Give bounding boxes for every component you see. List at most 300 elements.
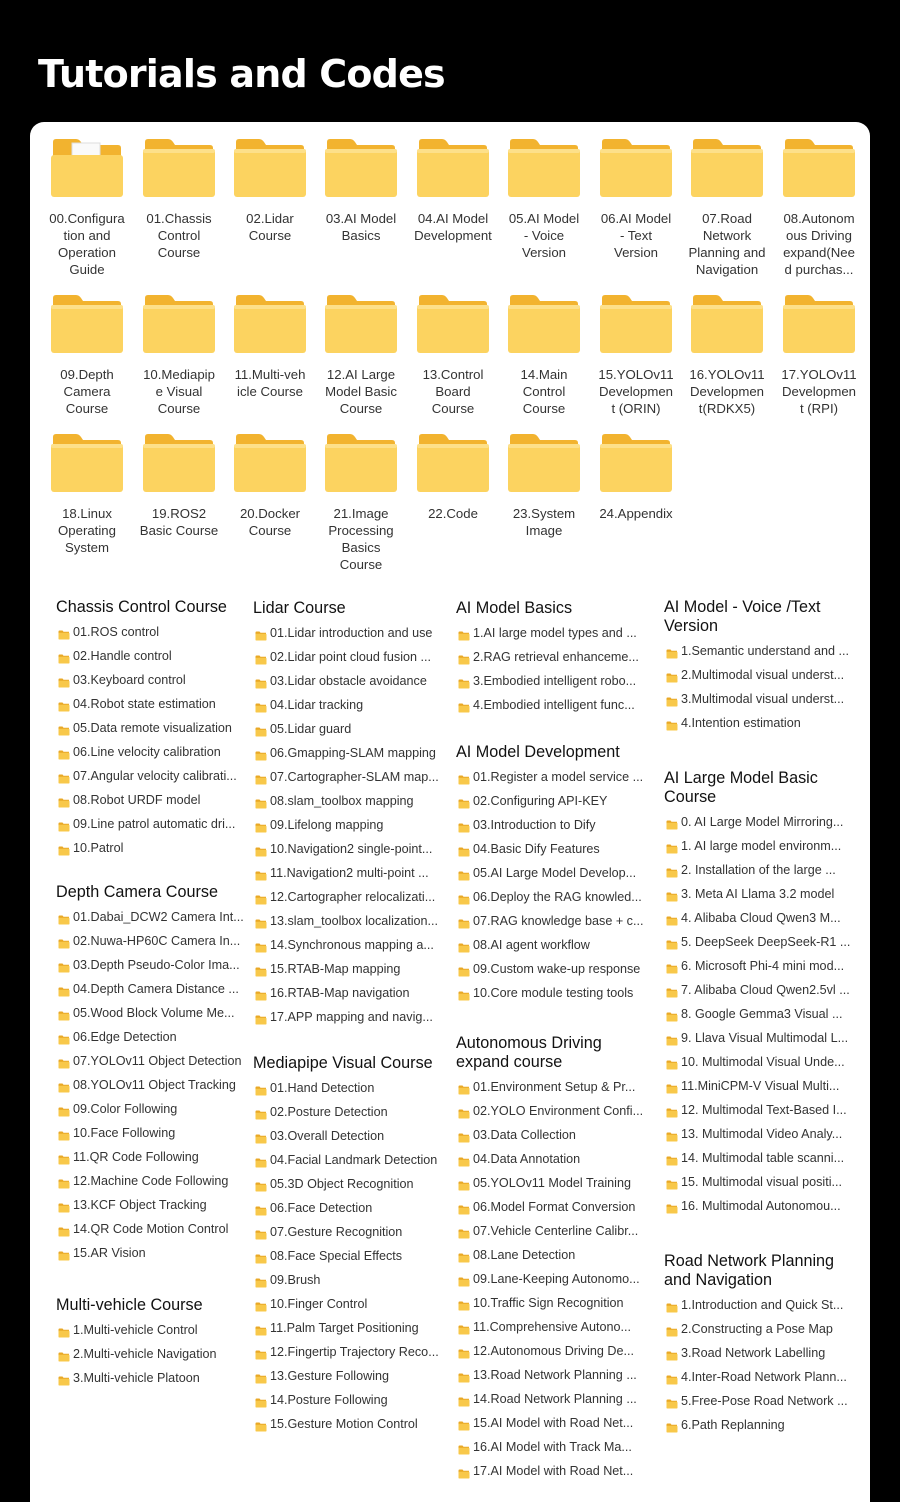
folder-icon [58,627,70,637]
folder-icon [58,960,70,970]
folder-label: 13.Control Board Course [422,367,484,416]
list-item-label: 04.Depth Camera Distance ... [73,982,239,996]
list-item[interactable] [458,792,658,810]
list-item[interactable] [458,1390,658,1408]
list-item[interactable] [458,1342,658,1360]
list-item-label: 17.AI Model with Road Net... [473,1464,634,1478]
list-item[interactable] [458,864,658,882]
list-item[interactable] [58,719,248,737]
list-item-label: 01.ROS control [73,625,160,639]
list-item-label: 04.Facial Landmark Detection [270,1153,438,1167]
list-item-label: 03.Lidar obstacle avoidance [270,674,427,688]
folder-10-mediapip-e-visual-course[interactable] [136,294,222,417]
folder-icon [255,796,267,806]
folder-icon [416,138,490,198]
list-item[interactable] [255,1295,450,1313]
list-item[interactable] [58,908,248,926]
list-item[interactable] [458,624,658,642]
list-item-label: 0. AI Large Model Mirroring... [681,815,844,829]
list-item[interactable] [255,1223,450,1241]
list-item-label: 05.Lidar guard [270,722,352,736]
list-item-label: 2.RAG retrieval enhanceme... [473,650,639,664]
list-item[interactable] [666,690,866,708]
list-item[interactable] [458,1462,658,1480]
list-item[interactable] [458,936,658,954]
list-item[interactable] [458,1078,658,1096]
list-item[interactable] [666,1320,866,1338]
list-item[interactable] [666,1053,866,1071]
list-item[interactable] [58,1244,248,1262]
list-item[interactable] [58,1220,248,1238]
list-item[interactable] [458,696,658,714]
folder-icon [458,796,470,806]
list-item-label: 09.Color Following [73,1102,178,1116]
folder-19-ros2-basic-course[interactable] [136,433,222,539]
list-item[interactable] [58,932,248,950]
list-item[interactable] [255,1271,450,1289]
folder-icon [458,1466,470,1476]
folder-09-depth-camera-course[interactable] [44,294,130,417]
list-item[interactable] [255,1151,450,1169]
list-item[interactable] [666,1173,866,1191]
folder-icon [666,1300,678,1310]
folder-label: 07.Road Network Planning and Navigation [688,211,766,277]
list-item-label: 13.KCF Object Tracking [73,1198,207,1212]
list-item[interactable] [58,623,248,641]
folder-icon [50,433,124,493]
folder-icon [58,1056,70,1066]
list-item[interactable] [666,714,866,732]
list-item-label: 16. Multimodal Autonomou... [681,1199,841,1213]
folder-00-configura-tion-and-operation-guide[interactable] [44,138,130,278]
list-item-label: 10.Finger Control [270,1297,368,1311]
folder-icon [666,1177,678,1187]
folder-11-multi-veh-icle-course[interactable] [227,294,313,400]
folder-icon [255,1131,267,1141]
list-item[interactable] [255,744,450,762]
folder-14-main-control-course[interactable] [501,294,587,417]
folder-icon [233,294,307,354]
folder-icon [255,988,267,998]
list-item[interactable] [58,815,248,833]
list-item[interactable] [666,1101,866,1119]
list-item[interactable] [458,1366,658,1384]
list-item[interactable] [255,648,450,666]
folder-icon [458,1346,470,1356]
folder-icon [599,433,673,493]
list-item[interactable] [58,1196,248,1214]
list-item-label: 06.Edge Detection [73,1030,177,1044]
folder-15-yolov11-developmen-t-orin[interactable] [593,294,679,417]
folder-icon [458,628,470,638]
list-item-label: 12.Cartographer relocalizati... [270,890,436,904]
folder-icon [458,1226,470,1236]
folder-21-image-processing-basics-course[interactable] [318,433,404,573]
list-item-label: 9. Llava Visual Multimodal L... [681,1031,849,1045]
folder-icon [458,820,470,830]
folder-icon [690,138,764,198]
list-item[interactable] [458,1222,658,1240]
list-item[interactable] [458,960,658,978]
list-item-label: 13. Multimodal Video Analy... [681,1127,843,1141]
list-item-label: 05.Data remote visualization [73,721,232,735]
list-item[interactable] [458,1174,658,1192]
list-item[interactable] [255,960,450,978]
list-item[interactable] [458,1438,658,1456]
list-item[interactable] [666,1125,866,1143]
list-item-label: 02.Configuring API-KEY [473,794,608,808]
list-item-label: 07.Gesture Recognition [270,1225,403,1239]
list-item[interactable] [666,666,866,684]
folder-icon [458,1274,470,1284]
list-item-label: 1.Multi-vehicle Control [73,1323,198,1337]
list-item-label: 02.YOLO Environment Confi... [473,1104,644,1118]
list-item[interactable] [58,980,248,998]
folder-16-yolov11-developmen-t-rdkx5[interactable] [684,294,770,417]
list-item[interactable] [255,1367,450,1385]
list-item[interactable] [666,885,866,903]
folder-icon [666,1201,678,1211]
folder-icon [255,1203,267,1213]
list-item[interactable] [666,642,866,660]
folder-label: 16.YOLOv11 Developmen t(RDKX5) [689,367,765,416]
folder-24-appendix[interactable] [593,433,679,522]
list-item[interactable] [458,1198,658,1216]
list-item-label: 11.QR Code Following [73,1150,199,1164]
list-item[interactable] [458,672,658,690]
folder-04-ai-model-development[interactable] [410,138,496,244]
list-item[interactable] [458,1414,658,1432]
list-item-label: 03.Depth Pseudo-Color Ima... [73,958,240,972]
list-item[interactable] [666,837,866,855]
list-item[interactable] [666,933,866,951]
list-item[interactable] [458,1294,658,1312]
folder-icon [58,699,70,709]
folder-icon [666,718,678,728]
folder-icon [58,1248,70,1258]
folder-icon [255,916,267,926]
list-item[interactable] [255,1391,450,1409]
folder-icon [458,1418,470,1428]
list-item-label: 1. AI large model environm... [681,839,842,853]
list-item[interactable] [255,696,450,714]
list-item[interactable] [666,1368,866,1386]
folder-icon [666,670,678,680]
folder-icon [58,723,70,733]
list-item[interactable] [255,1103,450,1121]
folder-icon [255,1419,267,1429]
list-item-label: 03.Data Collection [473,1128,576,1142]
folder-icon [690,294,764,354]
folder-20-docker-course[interactable] [227,433,313,539]
list-item[interactable] [58,743,248,761]
list-item-label: 12. Multimodal Text-Based I... [681,1103,847,1117]
folder-icon [666,937,678,947]
list-item[interactable] [666,1296,866,1314]
folder-01-chassis-control-course[interactable] [136,138,222,261]
list-item[interactable] [458,912,658,930]
list-item-label: 2. Installation of the large ... [681,863,836,877]
list-item[interactable] [255,768,450,786]
list-item[interactable] [666,981,866,999]
list-item[interactable] [255,1175,450,1193]
section-title: Road Network Planning and Navigation [664,1252,835,1289]
list-item-label: 06.Face Detection [270,1201,373,1215]
folder-13-control-board-course[interactable] [410,294,496,417]
folder-06-ai-model-text-version[interactable] [593,138,679,261]
list-item[interactable] [458,768,658,786]
list-item-label: 1.AI large model types and ... [473,626,637,640]
list-item[interactable] [458,1102,658,1120]
list-item[interactable] [255,888,450,906]
list-item[interactable] [458,1150,658,1168]
folder-icon [255,1083,267,1093]
folder-icon [666,646,678,656]
list-item[interactable] [58,1076,248,1094]
folder-icon [666,694,678,704]
list-item-label: 16.RTAB-Map navigation [270,986,410,1000]
list-item[interactable] [458,840,658,858]
folder-icon [458,988,470,998]
list-item-label: 11.Palm Target Positioning [270,1321,419,1335]
folder-icon [58,912,70,922]
list-item[interactable] [58,671,248,689]
folder-icon [666,1372,678,1382]
list-item[interactable] [58,1345,248,1363]
list-item-label: 13.Gesture Following [270,1369,390,1383]
list-item-label: 4.Inter-Road Network Plann... [681,1370,847,1384]
folder-03-ai-model-basics[interactable] [318,138,404,244]
folder-icon [255,724,267,734]
section-title: AI Model Development [456,743,620,761]
folder-icon [255,1371,267,1381]
list-item[interactable] [666,1029,866,1047]
folder-icon [458,868,470,878]
list-item[interactable] [255,936,450,954]
list-item[interactable] [58,1100,248,1118]
folder-icon [255,1155,267,1165]
list-item-label: 3.Embodied intelligent robo... [473,674,637,688]
list-item-label: 09.Line patrol automatic dri... [73,817,236,831]
list-item[interactable] [666,1392,866,1410]
folder-icon [666,865,678,875]
folder-icon [324,433,398,493]
list-item[interactable] [666,1416,866,1434]
folder-icon [599,294,673,354]
list-item[interactable] [255,984,450,1002]
list-item[interactable] [458,816,658,834]
list-item-label: 07.RAG knowledge base + c... [473,914,644,928]
list-item[interactable] [58,767,248,785]
list-item[interactable] [58,1369,248,1387]
folder-icon [458,676,470,686]
folder-12-ai-large-model-basic-course[interactable] [318,294,404,417]
folder-08-autonom-ous-driving-expand-nee-d-purc[interactable] [776,138,862,278]
folder-icon [58,1080,70,1090]
list-item[interactable] [255,1127,450,1145]
section-title: AI Large Model Basic Course [664,769,818,806]
list-item[interactable] [255,624,450,642]
folder-icon [458,772,470,782]
folder-18-linux-operating-system[interactable] [44,433,130,556]
folder-icon [458,1298,470,1308]
list-item-label: 06.Model Format Conversion [473,1200,636,1214]
folder-icon [50,138,124,198]
folder-07-road-network-planning-and-navigation[interactable] [684,138,770,278]
folder-icon [58,1128,70,1138]
list-item-label: 02.Handle control [73,649,172,663]
list-item-label: 3.Multimodal visual underst... [681,692,845,706]
list-item[interactable] [666,1149,866,1167]
list-item[interactable] [58,1124,248,1142]
list-item-label: 09.Lifelong mapping [270,818,384,832]
list-item[interactable] [666,909,866,927]
list-item[interactable] [58,647,248,665]
folder-17-yolov11-developmen-t-rpi[interactable] [776,294,862,417]
list-item-label: 03.Keyboard control [73,673,186,687]
list-item[interactable] [458,648,658,666]
folder-label: 09.Depth Camera Course [60,367,114,416]
section-title: AI Model - Voice /Text Version [664,598,821,635]
folder-grid [30,122,870,592]
list-item[interactable] [255,1008,450,1026]
list-item[interactable] [255,864,450,882]
list-item[interactable] [58,791,248,809]
list-item-label: 09.Lane-Keeping Autonomo... [473,1272,640,1286]
list-item[interactable] [255,1199,450,1217]
list-item-label: 3.Multi-vehicle Platoon [73,1371,200,1385]
folder-icon [507,294,581,354]
list-item[interactable] [458,1246,658,1264]
folder-label: 02.Lidar Course [246,211,294,243]
folder-icon [58,936,70,946]
list-item[interactable] [58,1148,248,1166]
list-item-label: 02.Nuwa-HP60C Camera In... [73,934,241,948]
list-item-label: 8. Google Gemma3 Visual ... [681,1007,843,1021]
folder-icon [782,294,856,354]
list-item-label: 4. Alibaba Cloud Qwen3 M... [681,911,841,925]
list-item-label: 06.Line velocity calibration [73,745,221,759]
list-item[interactable] [458,984,658,1002]
list-item-label: 15.Gesture Motion Control [270,1417,418,1431]
list-item-label: 7. Alibaba Cloud Qwen2.5vl ... [681,983,850,997]
list-item-label: 05.Wood Block Volume Me... [73,1006,235,1020]
folder-05-ai-model-voice-version[interactable] [501,138,587,261]
list-item[interactable] [58,695,248,713]
folder-label: 14.Main Control Course [520,367,568,416]
list-item[interactable] [666,1344,866,1362]
list-item[interactable] [458,1126,658,1144]
list-item-label: 3. Meta AI Llama 3.2 model [681,887,835,901]
folder-label: 11.Multi-veh icle Course [234,367,306,399]
list-item[interactable] [255,1415,450,1433]
list-item[interactable] [255,840,450,858]
list-item[interactable] [255,1319,450,1337]
folder-02-lidar-course[interactable] [227,138,313,244]
list-item[interactable] [255,1079,450,1097]
folder-label: 20.Docker Course [239,506,301,538]
list-item[interactable] [58,839,248,857]
folder-icon [58,1104,70,1114]
folder-icon [58,1349,70,1359]
folder-icon [58,651,70,661]
list-item[interactable] [666,1197,866,1215]
list-item[interactable] [255,720,450,738]
list-item[interactable] [255,1247,450,1265]
list-item[interactable] [666,813,866,831]
folder-icon [255,820,267,830]
list-item[interactable] [666,861,866,879]
list-item-label: 09.Custom wake-up response [473,962,641,976]
folder-icon [666,1105,678,1115]
folder-label: 08.Autonom ous Driving expand(Nee d purchas... [783,211,855,277]
list-item-label: 5. DeepSeek DeepSeek-R1 ... [681,935,851,949]
folder-label: 04.AI Model Development [414,211,492,243]
list-item-label: 6. Microsoft Phi-4 mini mod... [681,959,845,973]
folder-icon [666,817,678,827]
list-item-label: 10. Multimodal Visual Unde... [681,1055,845,1069]
list-item[interactable] [58,1172,248,1190]
folder-icon [458,1178,470,1188]
folder-icon [666,1081,678,1091]
list-item-label: 10.Navigation2 single-point... [270,842,433,856]
folder-22-code[interactable] [410,433,496,522]
page-title: Tutorials and Codes [38,52,445,96]
list-item[interactable] [458,1318,658,1336]
folder-icon [458,652,470,662]
list-item[interactable] [458,1270,658,1288]
folder-icon [507,433,581,493]
list-item[interactable] [255,912,450,930]
list-item-label: 08.Robot URDF model [73,793,201,807]
folder-23-system-image[interactable] [501,433,587,539]
folder-icon [255,892,267,902]
list-item[interactable] [255,792,450,810]
folder-icon [255,1323,267,1333]
list-item-label: 09.Brush [270,1273,321,1287]
folder-label: 05.AI Model - Voice Version [508,211,580,260]
folder-icon [666,985,678,995]
folder-icon [233,433,307,493]
list-item[interactable] [58,1321,248,1339]
list-item[interactable] [58,1004,248,1022]
folder-icon [255,628,267,638]
folder-icon [255,1347,267,1357]
list-item-label: 02.Lidar point cloud fusion ... [270,650,432,664]
list-item[interactable] [255,672,450,690]
list-item[interactable] [58,1052,248,1070]
folder-icon [142,294,216,354]
folder-icon [666,1324,678,1334]
list-item[interactable] [255,816,450,834]
list-item[interactable] [666,957,866,975]
folder-label: 17.YOLOv11 Developmen t (RPI) [781,367,857,416]
list-item[interactable] [666,1005,866,1023]
list-item[interactable] [58,1028,248,1046]
list-item-label: 10.Core module testing tools [473,986,634,1000]
list-item-label: 15.AI Model with Road Net... [473,1416,634,1430]
folder-icon [58,819,70,829]
folder-icon [58,747,70,757]
section-title: Depth Camera Course [56,883,218,901]
list-item[interactable] [666,1077,866,1095]
folder-icon [666,1057,678,1067]
list-item[interactable] [58,956,248,974]
list-item[interactable] [255,1343,450,1361]
list-item[interactable] [458,888,658,906]
list-item-label: 17.APP mapping and navig... [270,1010,433,1024]
folder-icon [458,1322,470,1332]
